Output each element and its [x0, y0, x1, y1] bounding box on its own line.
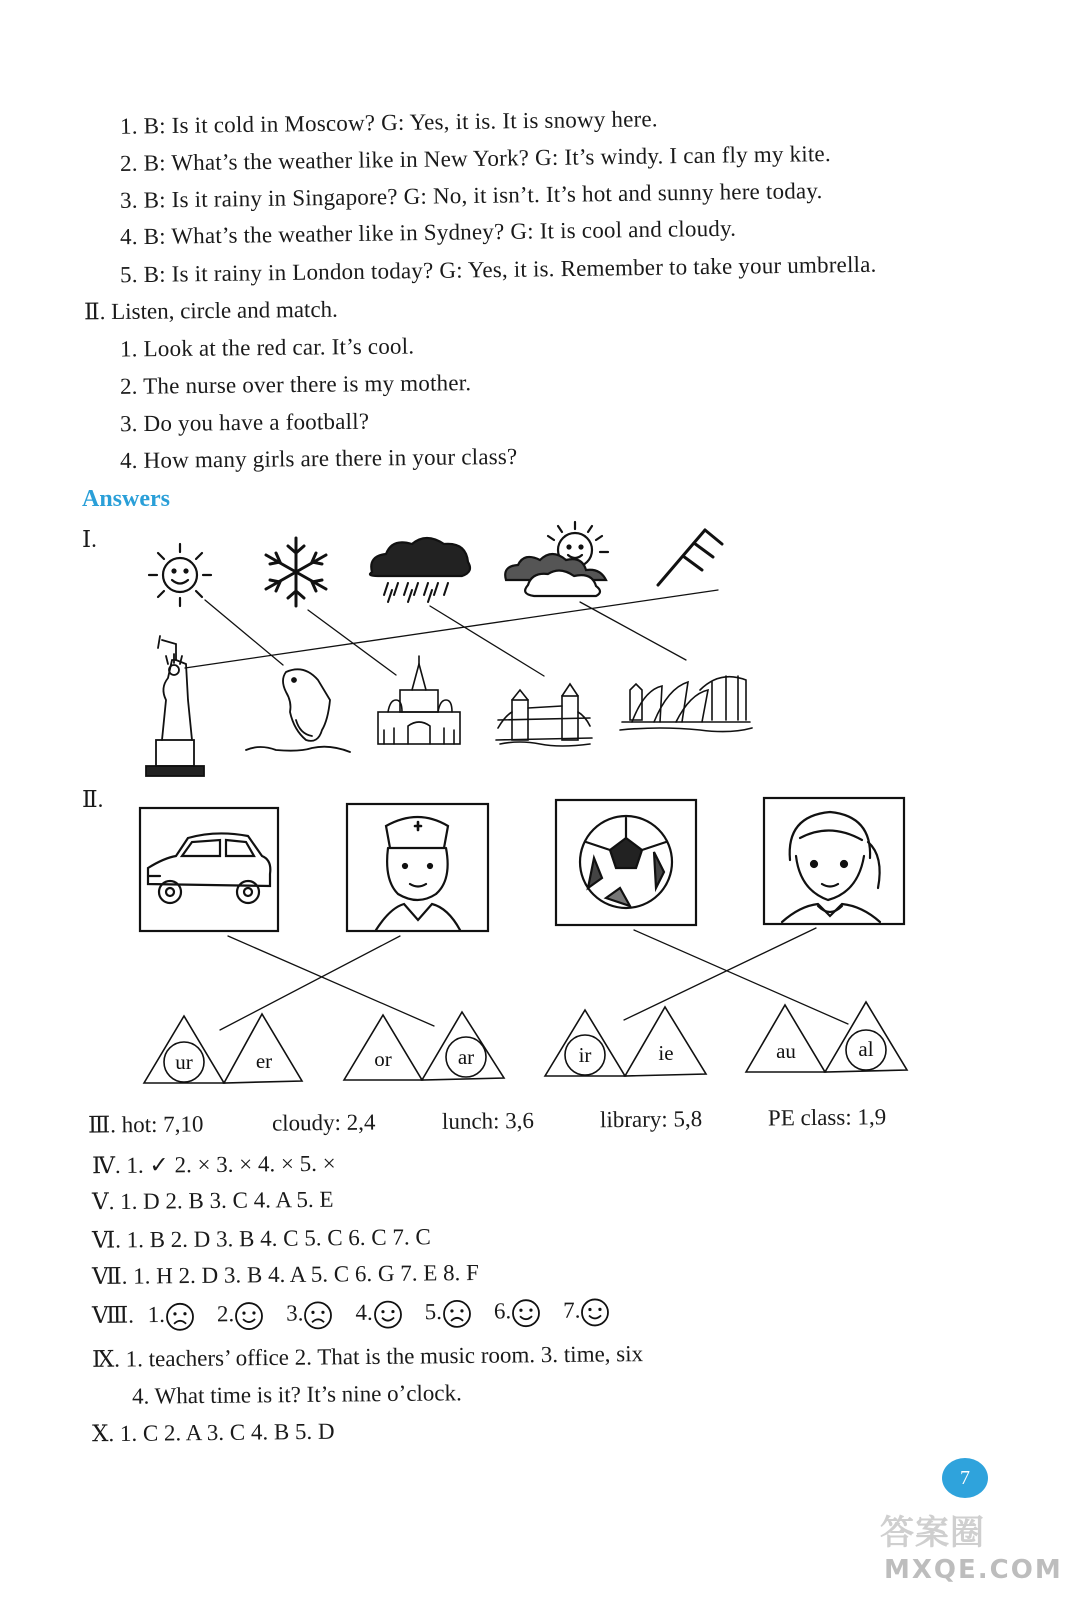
answer-10: Ⅹ. 1. C 2. A 3. C 4. B 5. D [91, 1418, 335, 1447]
triangle-3-left: ir [578, 1043, 592, 1067]
statue-of-liberty-icon [146, 636, 204, 776]
section-2-line-4: 4. How many girls are there in your class? [119, 443, 518, 474]
answer-6: Ⅵ. 1. B 2. D 3. B 4. C 5. C 6. C 7. C [91, 1224, 431, 1253]
car-icon [140, 808, 278, 931]
answer-3-hot: Ⅲ. hot: 7,10 [87, 1111, 204, 1138]
sad-face-icon [165, 1302, 195, 1332]
answer-8-number: 3. [286, 1300, 304, 1326]
answer-8-prefix: Ⅷ. [91, 1302, 135, 1328]
answer-8-item [217, 1301, 265, 1326]
answer-9-line-2: 4. What time is it? It’s nine o’clock. [131, 1380, 462, 1409]
answer-8-number: 6. [493, 1298, 512, 1324]
answer-8-item [355, 1300, 403, 1325]
answer-3-pe-class: PE class: 1,9 [767, 1104, 887, 1131]
section-2-line-1: 1. Look at the red car. It’s cool. [119, 333, 415, 362]
rain-cloud-icon [370, 538, 470, 602]
sunny-icon [149, 544, 211, 606]
answer-8 [92, 1297, 611, 1332]
kremlin-icon [378, 656, 460, 744]
watermark-logo: 答案圈 [880, 1513, 985, 1553]
triangle-3-right: ie [658, 1041, 674, 1065]
match-lines-2 [220, 928, 848, 1030]
triangle-pair-1 [144, 1014, 302, 1083]
section-2-heading: Ⅱ. Listen, circle and match. [83, 296, 338, 325]
answer-8-item [425, 1299, 473, 1324]
script-line-2: 2. B: What’s the weather like in New York? G: It’s windy. I can fly my kite. [119, 141, 831, 176]
nurse-icon [347, 804, 488, 931]
answer-8-item [494, 1298, 542, 1323]
answer-5: Ⅴ. 1. D 2. B 3. C 4. A 5. E [91, 1186, 334, 1215]
answer-8-item [286, 1300, 334, 1325]
answer-8-number: 4. [355, 1300, 373, 1326]
happy-face-icon [511, 1298, 541, 1328]
page-number: 7 [942, 1458, 988, 1498]
script-line-1: 1. B: Is it cold in Moscow? G: Yes, it is. It is snowy here. [119, 106, 658, 139]
answer-8-number: 5. [424, 1299, 443, 1325]
answer-2-label: Ⅱ. [82, 787, 104, 812]
triangle-pair-3 [545, 1007, 706, 1076]
happy-face-icon [373, 1299, 403, 1329]
answer-8-number: 1. [147, 1302, 166, 1328]
answers-title: Answers [82, 486, 170, 512]
tower-bridge-icon [496, 684, 592, 746]
answer-9-line-1: Ⅸ. 1. teachers’ office 2. That is the music room. 3. time, six [91, 1341, 644, 1372]
triangle-1-left: ur [175, 1050, 193, 1074]
answer-4: Ⅳ. 1. ✓ 2. × 3. × 4. × 5. × [91, 1150, 336, 1179]
script-line-3: 3. B: Is it rainy in Singapore? G: No, it isn’t. It’s hot and sunny here today. [119, 178, 823, 213]
merlion-icon [246, 669, 350, 752]
wind-icon [658, 530, 722, 585]
football-icon [556, 800, 696, 925]
script-line-5: 5. B: Is it rainy in London today? G: Yes, it is. Remember to take your umbrella. [119, 251, 877, 288]
answer-3-library: library: 5,8 [599, 1106, 703, 1133]
section-2-line-2: 2. The nurse over there is my mother. [119, 370, 472, 399]
sad-face-icon [442, 1299, 472, 1329]
triangle-1-right: er [255, 1049, 273, 1073]
script-line-4: 4. B: What’s the weather like in Sydney? G: It is cool and cloudy. [119, 215, 737, 250]
answer-3-cloudy: cloudy: 2,4 [271, 1109, 376, 1136]
watermark-text: MXQE.COM [884, 1555, 1063, 1585]
answer-8-number: 7. [563, 1297, 581, 1324]
answer-8-number: 2. [216, 1301, 235, 1327]
sad-face-icon [303, 1300, 333, 1330]
answer-3 [87, 1104, 887, 1138]
answer-3-lunch: lunch: 3,6 [441, 1107, 535, 1134]
triangle-4-right: al [858, 1037, 874, 1061]
triangle-2-right: ar [457, 1045, 475, 1069]
triangle-pair-4 [746, 1002, 907, 1072]
snowflake-icon [266, 538, 326, 606]
triangle-2-left: or [374, 1047, 392, 1071]
happy-face-icon [580, 1297, 610, 1327]
girl-icon [764, 798, 904, 924]
sun-cloud-icon [505, 522, 608, 596]
happy-face-icon [234, 1301, 264, 1331]
answer-7: Ⅶ. 1. H 2. D 3. B 4. A 5. C 6. G 7. E 8. F [91, 1259, 479, 1290]
answer-8-item [563, 1298, 611, 1323]
sydney-opera-house-icon [620, 676, 752, 732]
answer-1-label: Ⅰ. [82, 527, 97, 552]
section-2-line-3: 3. Do you have a football? [119, 408, 370, 437]
match-lines-1 [185, 590, 718, 676]
answer-8-item [148, 1302, 196, 1327]
triangle-4-left: au [776, 1039, 796, 1063]
